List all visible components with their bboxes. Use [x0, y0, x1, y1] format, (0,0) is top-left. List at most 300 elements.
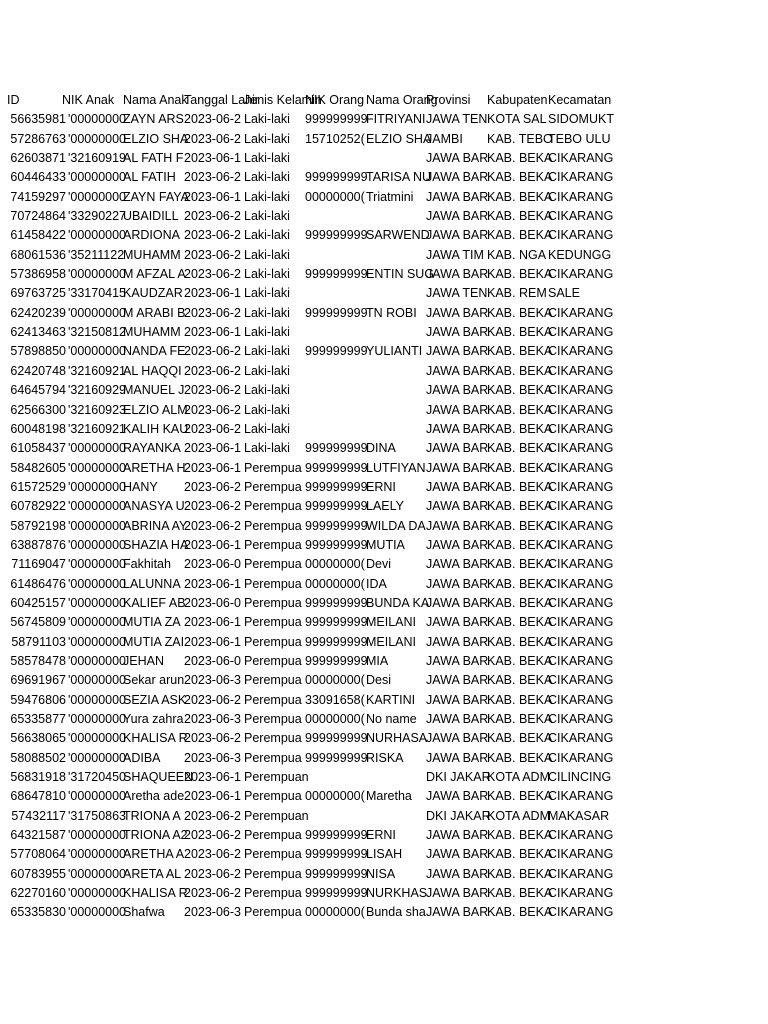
cell-jenis-kelamin[interactable]: Laki-laki — [244, 363, 290, 378]
cell-provinsi[interactable]: JAWA BAR — [426, 209, 489, 224]
cell-provinsi[interactable]: JAWA BAR — [426, 460, 489, 475]
cell-jenis-kelamin[interactable]: Perempua — [244, 886, 302, 901]
cell-nik-orang-tua[interactable]: 999999999 — [305, 267, 368, 282]
header-cell-nik-anak[interactable]: NIK Anak — [62, 93, 115, 107]
cell-nik-orang-tua[interactable] — [304, 323, 365, 342]
cell-id[interactable]: 58791103 — [11, 634, 66, 649]
cell-nik-orang-tua[interactable]: 00000000( — [305, 189, 365, 204]
cell-kecamatan[interactable]: CIKARANG — [548, 789, 614, 804]
cell-provinsi[interactable]: JAWA BAR — [426, 421, 489, 436]
cell-jenis-kelamin[interactable]: Perempua — [244, 847, 302, 862]
cell-kecamatan[interactable]: CIKARANG — [548, 712, 614, 726]
cell-kabupaten[interactable]: KAB. BEKA — [487, 886, 553, 901]
cell-id[interactable]: 58578478 — [10, 653, 66, 668]
cell-nama-anak[interactable]: SHAQUEEN — [123, 770, 194, 785]
cell-tanggal-lahir[interactable]: 2023-06-3 — [184, 673, 241, 688]
cell-id[interactable]: 60048198 — [10, 421, 66, 436]
cell-nik-orang-tua[interactable]: 00000000( — [305, 576, 365, 591]
cell-nama-orang-tua[interactable]: NURKHAS — [366, 886, 428, 901]
cell-provinsi[interactable]: JAWA BAR — [426, 151, 489, 166]
cell-id[interactable]: 57286763 — [10, 131, 66, 146]
cell-jenis-kelamin[interactable]: Laki-laki — [244, 112, 290, 127]
cell-nama-anak[interactable]: KHALISA R — [123, 731, 188, 746]
cell-nama-anak[interactable]: AL FATH F — [123, 151, 184, 166]
cell-kecamatan[interactable]: CIKARANG — [548, 228, 614, 243]
cell-kecamatan[interactable]: CIKARANG — [548, 518, 614, 533]
cell-nama-anak[interactable]: SEZIA ASK — [123, 692, 187, 707]
cell-kecamatan[interactable]: CIKARANG — [548, 557, 614, 572]
cell-nama-anak[interactable]: Sekar arun — [123, 673, 185, 688]
cell-kecamatan[interactable]: CIKARANG — [548, 905, 614, 920]
cell-kecamatan[interactable]: CIKARANG — [548, 750, 614, 765]
cell-nik-anak[interactable]: '00000000 — [68, 905, 127, 920]
cell-provinsi[interactable]: JAWA BAR — [426, 886, 489, 901]
cell-nik-anak[interactable]: '32160919 — [68, 151, 127, 166]
cell-id[interactable]: 56638065 — [10, 731, 66, 746]
cell-kabupaten[interactable]: KAB. BEKA — [487, 499, 553, 514]
cell-kabupaten[interactable]: KAB. REM — [487, 286, 547, 301]
cell-kabupaten[interactable]: KOTA ADM — [487, 770, 550, 785]
cell-tanggal-lahir[interactable]: 2023-06-2 — [184, 305, 241, 320]
cell-kabupaten[interactable]: KAB. BEKA — [487, 441, 553, 456]
cell-id[interactable]: 56745809 — [10, 615, 66, 630]
cell-nik-anak[interactable]: '00000000 — [68, 170, 127, 185]
cell-provinsi[interactable]: JAWA BAR — [426, 344, 489, 359]
cell-jenis-kelamin[interactable]: Laki-laki — [244, 441, 290, 456]
cell-nik-orang-tua[interactable]: 999999999 — [305, 344, 368, 359]
cell-provinsi[interactable]: JAWA BAR — [426, 615, 489, 630]
cell-nik-anak[interactable]: '00000000 — [68, 634, 127, 649]
cell-id[interactable]: 57898850 — [10, 344, 66, 359]
cell-id[interactable]: 57432117 — [11, 808, 66, 823]
cell-nama-anak[interactable]: ARETHA H — [123, 460, 186, 475]
cell-tanggal-lahir[interactable]: 2023-06-2 — [184, 731, 241, 746]
cell-kabupaten[interactable]: KAB. BEKA — [487, 460, 553, 475]
header-cell-nama-orang-tua[interactable]: Nama Orang — [366, 93, 438, 107]
cell-tanggal-lahir[interactable]: 2023-06-1 — [184, 615, 241, 630]
cell-nama-orang-tua[interactable] — [365, 807, 425, 826]
cell-id[interactable]: 60782922 — [10, 499, 66, 514]
cell-provinsi[interactable]: JAWA BAR — [426, 712, 489, 726]
cell-kabupaten[interactable]: KAB. BEKA — [487, 557, 553, 572]
cell-tanggal-lahir[interactable]: 2023-06-2 — [184, 808, 241, 823]
cell-nama-orang-tua[interactable]: ERNI — [366, 479, 396, 494]
cell-nik-orang-tua[interactable]: 00000000( — [305, 789, 365, 804]
cell-kabupaten[interactable]: KAB. BEKA — [487, 653, 553, 668]
cell-kecamatan[interactable]: CIKARANG — [548, 479, 614, 494]
cell-tanggal-lahir[interactable]: 2023-06-2 — [184, 886, 241, 901]
cell-nik-orang-tua[interactable] — [304, 362, 365, 381]
cell-nik-anak[interactable]: '00000000 — [68, 886, 127, 901]
cell-nama-anak[interactable]: M ARABI B — [123, 305, 186, 320]
cell-kecamatan[interactable]: CIKARANG — [548, 576, 614, 591]
cell-nik-anak[interactable]: '00000000 — [68, 344, 127, 359]
cell-jenis-kelamin[interactable]: Laki-laki — [244, 247, 290, 262]
cell-kecamatan[interactable]: CIKARANG — [548, 209, 614, 224]
cell-id[interactable]: 69763725 — [10, 286, 66, 301]
cell-kabupaten[interactable]: KAB. BEKA — [487, 866, 553, 881]
cell-provinsi[interactable]: DKI JAKAR — [426, 770, 491, 785]
cell-id[interactable]: 74159297 — [10, 189, 66, 204]
cell-kabupaten[interactable]: KAB. TEBO — [487, 131, 553, 146]
cell-provinsi[interactable]: JAWA BAR — [426, 479, 489, 494]
cell-kabupaten[interactable]: KAB. BEKA — [487, 325, 553, 340]
cell-provinsi[interactable]: JAWA BAR — [426, 576, 489, 591]
cell-provinsi[interactable]: JAWA TEN — [426, 286, 488, 301]
cell-jenis-kelamin[interactable]: Perempua — [244, 653, 302, 668]
cell-nik-anak[interactable]: '00000000 — [68, 750, 127, 765]
cell-jenis-kelamin[interactable]: Perempua — [244, 479, 302, 494]
cell-id[interactable]: 58482605 — [10, 460, 66, 475]
cell-id[interactable]: 61458422 — [10, 228, 66, 243]
cell-nama-orang-tua[interactable]: BUNDA KA — [366, 595, 430, 610]
cell-nik-orang-tua[interactable]: 999999999 — [305, 460, 368, 475]
cell-provinsi[interactable]: JAWA BAR — [426, 402, 489, 417]
cell-nik-anak[interactable]: '00000000 — [68, 499, 127, 514]
cell-kabupaten[interactable]: KAB. BEKA — [487, 189, 553, 204]
cell-nama-anak[interactable]: ZAYN ARS — [123, 112, 184, 127]
cell-kecamatan[interactable]: CIKARANG — [548, 828, 614, 843]
cell-kabupaten[interactable]: KAB. BEKA — [487, 209, 553, 224]
cell-jenis-kelamin[interactable]: Perempua — [244, 460, 302, 475]
cell-id[interactable]: 63887876 — [10, 537, 66, 552]
cell-nama-anak[interactable]: LALUNNA — [123, 576, 181, 591]
cell-id[interactable]: 62413463 — [10, 325, 66, 340]
cell-nama-anak[interactable]: Aretha ade — [123, 789, 185, 804]
cell-nama-anak[interactable]: KHALISA R — [123, 886, 188, 901]
cell-nama-anak[interactable]: M AFZAL A — [123, 267, 186, 282]
cell-nama-anak[interactable]: Yura zahra — [123, 712, 184, 726]
cell-provinsi[interactable]: JAWA TEN — [426, 112, 488, 127]
cell-kabupaten[interactable]: KAB. BEKA — [487, 828, 553, 843]
cell-tanggal-lahir[interactable]: 2023-06-2 — [184, 131, 241, 146]
cell-nama-orang-tua[interactable]: MIA — [366, 653, 389, 668]
cell-id[interactable]: 68061536 — [10, 247, 66, 262]
cell-nik-orang-tua[interactable]: 999999999 — [305, 615, 368, 630]
cell-nama-anak[interactable]: RAYANKA — [123, 441, 181, 456]
cell-jenis-kelamin[interactable]: Laki-laki — [244, 344, 290, 359]
cell-kabupaten[interactable]: KAB. BEKA — [487, 267, 553, 282]
cell-nik-orang-tua[interactable]: 33091658( — [305, 692, 365, 707]
cell-tanggal-lahir[interactable]: 2023-06-1 — [184, 537, 241, 552]
cell-kabupaten[interactable]: KAB. BEKA — [487, 537, 553, 552]
cell-nik-orang-tua[interactable]: 15710252( — [305, 131, 365, 146]
cell-jenis-kelamin[interactable]: Perempua — [244, 731, 302, 746]
cell-provinsi[interactable]: JAWA BAR — [426, 170, 489, 185]
cell-tanggal-lahir[interactable]: 2023-06-2 — [184, 692, 241, 707]
cell-nik-orang-tua[interactable]: 999999999 — [305, 170, 368, 185]
cell-provinsi[interactable]: JAWA BAR — [426, 267, 489, 282]
cell-provinsi[interactable]: JAWA BAR — [426, 557, 489, 572]
cell-nama-orang-tua[interactable] — [365, 362, 425, 381]
cell-nik-orang-tua[interactable] — [304, 381, 365, 400]
cell-jenis-kelamin[interactable]: Perempua — [244, 828, 302, 843]
cell-tanggal-lahir[interactable]: 2023-06-2 — [184, 383, 241, 398]
cell-nama-anak[interactable]: ANASYA U — [123, 499, 185, 514]
cell-nik-orang-tua[interactable]: 999999999 — [305, 847, 368, 862]
cell-kabupaten[interactable]: KAB. BEKA — [487, 692, 553, 707]
cell-nama-anak[interactable]: Fakhitah — [123, 557, 171, 572]
cell-provinsi[interactable]: JAWA BAR — [426, 228, 489, 243]
cell-kecamatan[interactable]: CIKARANG — [548, 634, 614, 649]
cell-id[interactable]: 64321587 — [10, 828, 66, 843]
cell-nama-anak[interactable]: ZAYN FAYA — [123, 189, 189, 204]
cell-kabupaten[interactable]: KAB. BEKA — [487, 228, 553, 243]
cell-nama-orang-tua[interactable]: IDA — [366, 576, 387, 591]
cell-nik-orang-tua[interactable]: 999999999 — [305, 479, 368, 494]
cell-kecamatan[interactable]: CIKARANG — [548, 692, 614, 707]
cell-kecamatan[interactable]: CIKARANG — [548, 460, 614, 475]
cell-kecamatan[interactable]: CIKARANG — [548, 886, 614, 901]
cell-kecamatan[interactable]: CIKARANG — [548, 673, 614, 688]
cell-id[interactable]: 58088502 — [10, 750, 66, 765]
cell-kabupaten[interactable]: KAB. BEKA — [487, 363, 553, 378]
cell-nik-anak[interactable]: '31720450 — [68, 770, 127, 785]
cell-kecamatan[interactable]: CIKARANG — [548, 653, 614, 668]
cell-nik-orang-tua[interactable]: 999999999 — [305, 595, 368, 610]
cell-jenis-kelamin[interactable]: Perempua — [244, 789, 302, 804]
cell-nik-orang-tua[interactable]: 00000000( — [305, 673, 365, 688]
cell-id[interactable]: 62420748 — [10, 363, 66, 378]
cell-nik-anak[interactable]: '32160929 — [68, 383, 127, 398]
cell-nik-orang-tua[interactable]: 999999999 — [305, 518, 368, 533]
cell-nama-orang-tua[interactable]: ELZIO SHA — [366, 131, 432, 146]
cell-nik-anak[interactable]: '00000000 — [68, 789, 127, 804]
cell-nik-orang-tua[interactable]: 999999999 — [305, 634, 368, 649]
cell-kecamatan[interactable]: TEBO ULU — [548, 131, 611, 146]
cell-nama-anak[interactable]: TRIONA A — [123, 808, 181, 823]
cell-jenis-kelamin[interactable]: Perempua — [244, 499, 302, 514]
cell-nik-orang-tua[interactable] — [304, 246, 365, 265]
cell-nik-orang-tua[interactable]: 999999999 — [305, 828, 368, 843]
cell-nama-orang-tua[interactable]: KARTINI — [366, 692, 416, 707]
cell-id[interactable]: 56831918 — [10, 770, 66, 785]
cell-tanggal-lahir[interactable]: 2023-06-1 — [184, 789, 241, 804]
cell-nama-anak[interactable]: HANY — [123, 479, 158, 494]
cell-nik-anak[interactable]: '32160921 — [68, 421, 127, 436]
cell-nama-orang-tua[interactable]: WILDA DA — [366, 518, 426, 533]
cell-nik-anak[interactable]: '00000000 — [68, 460, 127, 475]
cell-nik-orang-tua[interactable]: 999999999 — [305, 499, 368, 514]
cell-provinsi[interactable]: JAWA BAR — [426, 789, 489, 804]
cell-kabupaten[interactable]: KAB. BEKA — [487, 344, 553, 359]
cell-nik-anak[interactable]: '00000000 — [68, 557, 127, 572]
cell-jenis-kelamin[interactable]: Perempua — [244, 712, 302, 726]
cell-provinsi[interactable]: JAWA BAR — [426, 305, 489, 320]
cell-nik-orang-tua[interactable] — [304, 420, 365, 439]
cell-tanggal-lahir[interactable]: 2023-06-3 — [184, 750, 241, 765]
cell-kecamatan[interactable]: MAKASAR — [548, 808, 610, 823]
cell-jenis-kelamin[interactable]: Perempua — [244, 557, 302, 572]
cell-provinsi[interactable]: JAWA BAR — [426, 537, 489, 552]
cell-nik-anak[interactable]: '00000000 — [68, 518, 127, 533]
cell-kecamatan[interactable]: CIKARANG — [548, 441, 614, 456]
cell-tanggal-lahir[interactable]: 2023-06-1 — [184, 325, 241, 340]
cell-id[interactable]: 61058437 — [10, 441, 66, 456]
header-cell-tanggal-lahir[interactable]: Tanggal Lahir — [184, 93, 260, 107]
cell-kecamatan[interactable]: CIKARANG — [548, 383, 614, 398]
cell-nik-orang-tua[interactable]: 999999999 — [305, 305, 368, 320]
cell-jenis-kelamin[interactable]: Laki-laki — [244, 305, 290, 320]
cell-tanggal-lahir[interactable]: 2023-06-1 — [184, 576, 241, 591]
cell-jenis-kelamin[interactable]: Laki-laki — [244, 286, 290, 301]
cell-provinsi[interactable]: JAWA BAR — [426, 866, 489, 881]
cell-nik-orang-tua[interactable] — [304, 149, 365, 168]
cell-kecamatan[interactable]: CIKARANG — [548, 595, 614, 610]
cell-tanggal-lahir[interactable]: 2023-06-3 — [184, 905, 241, 920]
cell-nama-anak[interactable]: MUTIA ZAI — [123, 634, 185, 649]
cell-provinsi[interactable]: JAWA BAR — [426, 363, 489, 378]
cell-nama-orang-tua[interactable] — [365, 149, 425, 168]
header-cell-id[interactable]: ID — [7, 93, 20, 107]
cell-kecamatan[interactable]: CIKARANG — [548, 363, 614, 378]
cell-nik-orang-tua[interactable] — [304, 768, 365, 787]
cell-kecamatan[interactable]: CIKARANG — [548, 421, 614, 436]
cell-jenis-kelamin[interactable]: Laki-laki — [244, 383, 290, 398]
cell-nik-anak[interactable]: '00000000 — [68, 615, 127, 630]
cell-kabupaten[interactable]: KAB. BEKA — [487, 518, 553, 533]
cell-tanggal-lahir[interactable]: 2023-06-2 — [184, 267, 241, 282]
cell-nik-anak[interactable]: '00000000 — [68, 673, 127, 688]
cell-nama-orang-tua[interactable] — [365, 420, 425, 439]
cell-kecamatan[interactable]: CIKARANG — [548, 537, 614, 552]
cell-jenis-kelamin[interactable]: Laki-laki — [244, 421, 290, 436]
cell-nama-anak[interactable]: KALIEF AB — [123, 595, 186, 610]
cell-nik-anak[interactable]: '00000000 — [68, 131, 127, 146]
cell-provinsi[interactable]: JAWA BAR — [426, 750, 489, 765]
cell-nama-orang-tua[interactable]: Desi — [366, 673, 392, 688]
cell-nama-orang-tua[interactable] — [365, 207, 425, 226]
cell-kabupaten[interactable]: KAB. BEKA — [487, 634, 553, 649]
cell-kecamatan[interactable]: CIKARANG — [548, 170, 614, 185]
cell-tanggal-lahir[interactable]: 2023-06-3 — [184, 712, 241, 726]
cell-id[interactable]: 65335877 — [10, 712, 66, 726]
cell-nama-orang-tua[interactable] — [365, 246, 425, 265]
cell-jenis-kelamin[interactable]: Laki-laki — [244, 267, 290, 282]
cell-kabupaten[interactable]: KAB. BEKA — [487, 170, 553, 185]
cell-provinsi[interactable]: JAWA BAR — [426, 325, 489, 340]
cell-tanggal-lahir[interactable]: 2023-06-2 — [184, 344, 241, 359]
cell-nama-anak[interactable]: NANDA FE — [123, 344, 186, 359]
cell-nik-anak[interactable]: '00000000 — [68, 595, 127, 610]
cell-nama-orang-tua[interactable]: NISA — [366, 866, 396, 881]
cell-jenis-kelamin[interactable]: Laki-laki — [244, 151, 290, 166]
cell-nama-anak[interactable]: ELZIO SHA — [123, 131, 189, 146]
cell-nama-orang-tua[interactable]: LISAH — [366, 847, 403, 862]
cell-nama-orang-tua[interactable]: Triatmini — [366, 189, 414, 204]
cell-jenis-kelamin[interactable]: Perempua — [244, 576, 302, 591]
cell-nik-anak[interactable]: '00000000 — [68, 576, 127, 591]
cell-id[interactable]: 58792198 — [10, 518, 66, 533]
cell-kabupaten[interactable]: KAB. BEKA — [487, 595, 553, 610]
cell-kecamatan[interactable]: CIKARANG — [548, 189, 614, 204]
cell-nik-orang-tua[interactable]: 00000000( — [305, 557, 365, 572]
cell-tanggal-lahir[interactable]: 2023-06-2 — [184, 209, 241, 224]
cell-kabupaten[interactable]: KAB. BEKA — [487, 712, 553, 726]
cell-jenis-kelamin[interactable]: Laki-laki — [244, 228, 290, 243]
cell-jenis-kelamin[interactable]: Perempua — [244, 615, 302, 630]
cell-nama-orang-tua[interactable]: LUTFIYAN — [366, 460, 426, 475]
cell-jenis-kelamin[interactable]: Perempua — [244, 692, 302, 707]
cell-nama-anak[interactable]: MUHAMM — [123, 325, 181, 340]
cell-kecamatan[interactable]: CIKARANG — [548, 847, 614, 862]
cell-id[interactable]: 70724864 — [10, 209, 66, 224]
cell-kecamatan[interactable]: CIKARANG — [548, 325, 614, 340]
cell-nik-anak[interactable]: '31750863 — [68, 808, 127, 823]
cell-tanggal-lahir[interactable]: 2023-06-1 — [184, 286, 241, 301]
cell-tanggal-lahir[interactable]: 2023-06-1 — [184, 770, 241, 785]
cell-nama-anak[interactable]: ARETA AL — [123, 866, 182, 881]
cell-tanggal-lahir[interactable]: 2023-06-2 — [184, 499, 241, 514]
cell-nik-anak[interactable]: '00000000 — [68, 441, 127, 456]
cell-tanggal-lahir[interactable]: 2023-06-2 — [184, 402, 241, 417]
cell-nik-anak[interactable]: '00000000 — [68, 692, 127, 707]
cell-kecamatan[interactable]: CIKARANG — [548, 344, 614, 359]
cell-provinsi[interactable]: DKI JAKAR — [426, 808, 491, 823]
cell-nama-orang-tua[interactable] — [365, 401, 425, 420]
cell-jenis-kelamin[interactable]: Laki-laki — [244, 131, 290, 146]
cell-nama-anak[interactable]: KAUDZAR — [123, 286, 183, 301]
cell-nama-anak[interactable]: MUTIA ZA — [123, 615, 181, 630]
cell-nik-orang-tua[interactable]: 999999999 — [305, 653, 368, 668]
cell-provinsi[interactable]: JAWA BAR — [426, 653, 489, 668]
cell-nama-orang-tua[interactable]: ERNI — [366, 828, 396, 843]
cell-provinsi[interactable]: JAWA BAR — [426, 731, 489, 746]
cell-tanggal-lahir[interactable]: 2023-06-2 — [184, 828, 241, 843]
cell-kecamatan[interactable]: SIDOMUKT — [548, 112, 614, 127]
cell-jenis-kelamin[interactable]: Laki-laki — [244, 209, 290, 224]
cell-provinsi[interactable]: JAWA BAR — [426, 189, 489, 204]
cell-jenis-kelamin[interactable]: Perempua — [244, 595, 302, 610]
cell-nik-anak[interactable]: '00000000 — [68, 731, 127, 746]
cell-nik-anak[interactable]: '32160921 — [68, 363, 127, 378]
cell-kecamatan[interactable]: CIKARANG — [548, 615, 614, 630]
cell-id[interactable]: 61572529 — [10, 479, 66, 494]
cell-provinsi[interactable]: JAWA BAR — [426, 692, 489, 707]
cell-id[interactable]: 62603871 — [10, 151, 66, 166]
cell-jenis-kelamin[interactable]: Perempuan — [244, 770, 309, 785]
cell-id[interactable]: 61486476 — [10, 576, 66, 591]
cell-kecamatan[interactable]: KEDUNGG — [548, 247, 612, 262]
cell-nama-anak[interactable]: Shafwa — [123, 905, 165, 920]
cell-tanggal-lahir[interactable]: 2023-06-0 — [184, 653, 241, 668]
cell-nama-orang-tua[interactable]: LAELY — [366, 499, 404, 514]
cell-nama-orang-tua[interactable]: YULIANTI — [366, 344, 423, 359]
cell-nik-orang-tua[interactable]: 999999999 — [305, 866, 368, 881]
cell-id[interactable]: 60425157 — [10, 595, 66, 610]
cell-nama-orang-tua[interactable]: TARISA NU — [366, 170, 432, 185]
cell-nik-anak[interactable]: '00000000 — [68, 305, 127, 320]
cell-kecamatan[interactable]: CIKARANG — [548, 402, 614, 417]
cell-nama-anak[interactable]: UBAIDILL — [123, 209, 179, 224]
cell-jenis-kelamin[interactable]: Laki-laki — [244, 189, 290, 204]
cell-nama-orang-tua[interactable]: SARWEND — [366, 228, 430, 243]
cell-nama-orang-tua[interactable]: Devi — [366, 557, 392, 572]
cell-kabupaten[interactable]: KAB. BEKA — [487, 750, 553, 765]
cell-nama-orang-tua[interactable]: NURHASA — [366, 731, 428, 746]
cell-nama-orang-tua[interactable]: Bunda sha — [366, 905, 426, 920]
cell-nik-anak[interactable]: '00000000 — [68, 866, 127, 881]
cell-nik-anak[interactable]: '35211122 — [68, 247, 125, 262]
cell-kabupaten[interactable]: KAB. BEKA — [487, 402, 553, 417]
cell-jenis-kelamin[interactable]: Perempuan — [244, 808, 309, 823]
header-cell-provinsi[interactable]: Provinsi — [426, 93, 471, 107]
cell-provinsi[interactable]: JAWA BAR — [426, 499, 489, 514]
cell-nama-anak[interactable]: AL HAQQI — [123, 363, 182, 378]
cell-tanggal-lahir[interactable]: 2023-06-2 — [184, 228, 241, 243]
cell-kabupaten[interactable]: KAB. BEKA — [487, 151, 553, 166]
cell-jenis-kelamin[interactable]: Perempua — [244, 537, 302, 552]
